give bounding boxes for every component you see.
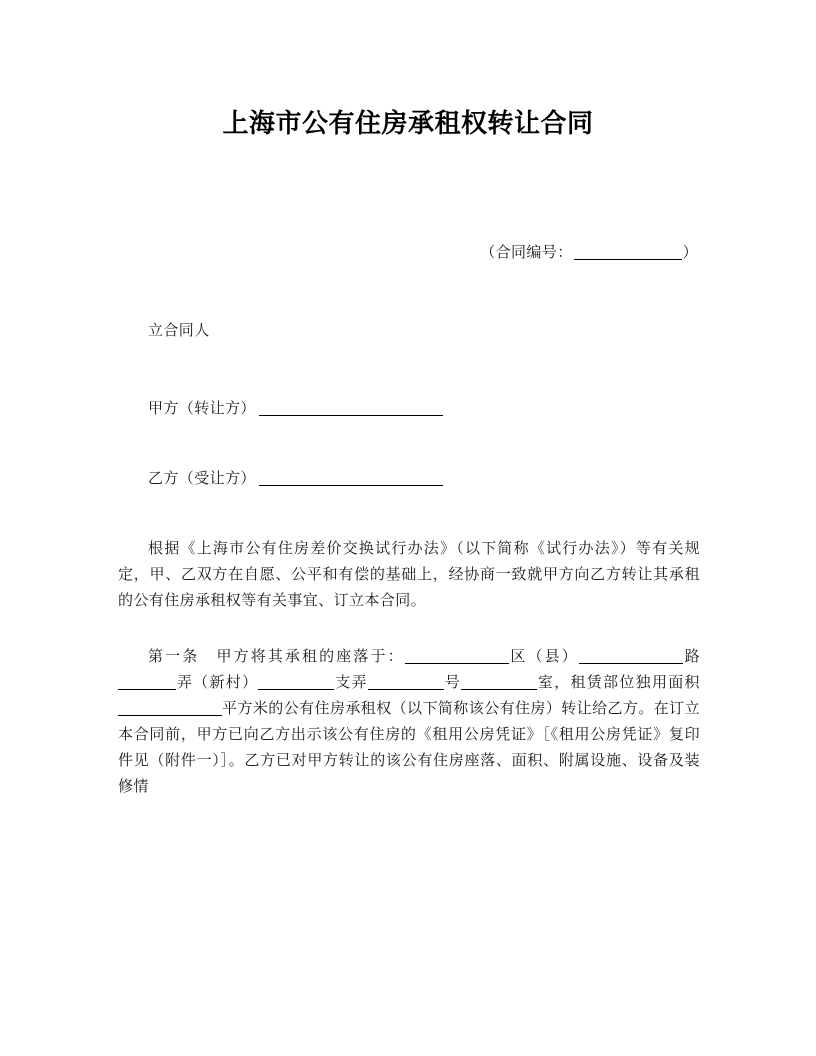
road-blank[interactable] — [579, 663, 683, 664]
spacer — [118, 492, 700, 536]
contract-number-line — [118, 240, 698, 266]
contract-number-suffix: ） — [682, 245, 698, 261]
article-one-seg5: 支弄 — [334, 675, 368, 691]
article-one-seg7: 室，租赁部位独用面积 — [537, 675, 700, 691]
document-body — [118, 318, 700, 800]
contract-number-prefix: （合同编号： — [480, 245, 573, 261]
article-one-seg4: 弄（新村） — [176, 675, 259, 691]
article-one-seg6: 号 — [443, 675, 462, 691]
spacer — [118, 614, 700, 644]
lane-blank[interactable] — [118, 689, 176, 690]
number-blank[interactable] — [368, 689, 444, 690]
party-a-line — [118, 396, 700, 422]
article-one-seg1: 甲方将其承租的座落于： — [216, 649, 405, 665]
article-one-seg8: 平方米的公有住房承租权（以下简称该公有住房）转让给乙方。在订立本合同前，甲方已向乙方出示该公有住房的《租用公房凭证》［《租用公房凭证》复印件见（附件一）］。乙方已对甲方转让的该公有住房座落、面积、附属设施、设备及装修情 — [118, 701, 700, 795]
article-one-seg2: 区（县） — [508, 649, 579, 665]
page-title: 上海市公有住房承租权转让合同 — [222, 109, 594, 140]
party-a-label: 甲方（转让方） — [148, 401, 256, 417]
preamble-paragraph: 根据《上海市公有住房差价交换试行办法》（以下简称《试行办法》）等有关规定，甲、乙双方在自愿、公平和有偿的基础上，经协商一致就甲方向乙方转让其承租的公有住房承租权等有关事宜、订立本合同。 — [118, 541, 700, 609]
parties-heading: 立合同人 — [148, 323, 210, 339]
sublane-blank[interactable] — [258, 689, 334, 690]
party-b-label: 乙方（受让方） — [148, 471, 256, 487]
party-b-blank[interactable] — [259, 485, 443, 486]
area-blank[interactable] — [118, 715, 222, 716]
article-one-number: 第一条 — [148, 649, 200, 665]
party-b-line — [118, 466, 700, 492]
spacer — [118, 344, 700, 396]
article-one-paragraph — [118, 644, 700, 800]
district-blank[interactable] — [405, 663, 509, 664]
contract-number-blank[interactable] — [574, 259, 682, 260]
party-a-blank[interactable] — [259, 415, 443, 416]
article-one-seg3: 路 — [682, 649, 701, 665]
spacer — [118, 422, 700, 466]
room-blank[interactable] — [461, 689, 537, 690]
